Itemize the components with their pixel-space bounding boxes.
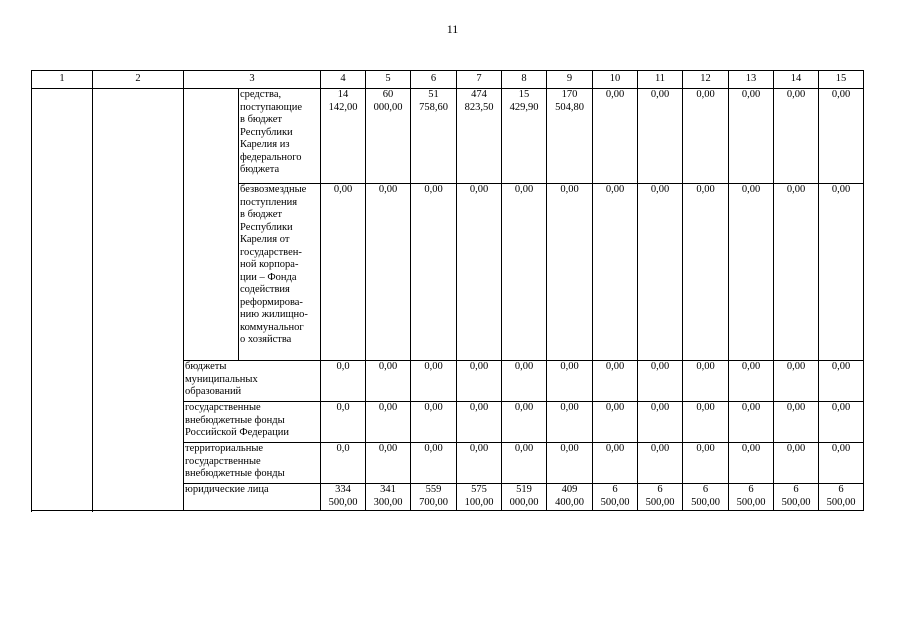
value-cell: 0,00: [469, 402, 489, 413]
header-cell: 6: [411, 71, 457, 89]
value-cell: 0,00: [378, 361, 398, 372]
value-cell: 0,00: [424, 184, 443, 195]
value-cell: 0,00: [696, 443, 715, 454]
header-cell: 7: [457, 71, 502, 89]
value-cell: 0,00: [333, 184, 353, 195]
value-cell: 6 500,00: [781, 484, 811, 508]
value-cell: 0,00: [514, 443, 534, 454]
page-number: 11: [446, 22, 459, 36]
value-cell: 0,00: [378, 402, 398, 413]
value-cell: 0,00: [650, 184, 670, 195]
value-cell: 0,00: [560, 361, 579, 372]
value-cell: 0,00: [650, 361, 670, 372]
value-cell: 0,00: [605, 361, 625, 372]
value-cell: 0,00: [741, 361, 761, 372]
value-cell: 341 300,00: [373, 484, 403, 508]
value-cell: 0,00: [696, 184, 715, 195]
value-cell: 0,00: [605, 89, 625, 100]
value-cell: 575 100,00: [464, 484, 494, 508]
header-cell: 10: [593, 71, 638, 89]
value-cell: 0,00: [650, 443, 670, 454]
value-cell: 0,00: [514, 184, 534, 195]
value-cell: 0,00: [741, 402, 761, 413]
value-cell: 0,0: [336, 443, 350, 454]
budget-table: [31, 70, 864, 511]
value-cell: 0,00: [469, 443, 489, 454]
header-cell: 12: [683, 71, 729, 89]
value-cell: 14 142,00: [328, 89, 358, 113]
value-cell: 6 500,00: [736, 484, 766, 508]
value-cell: 0,00: [831, 184, 851, 195]
value-cell: 0,0: [336, 402, 350, 413]
value-cell: 60 000,00: [373, 89, 403, 113]
value-cell: 474 823,50: [464, 89, 494, 113]
header-cell: 5: [366, 71, 411, 89]
value-cell: 0,00: [605, 443, 625, 454]
value-cell: 6 500,00: [600, 484, 630, 508]
value-cell: 519 000,00: [509, 484, 539, 508]
value-cell: 0,00: [786, 443, 806, 454]
header-row: [32, 71, 864, 89]
value-cell: 0,00: [560, 443, 579, 454]
value-cell: 0,00: [786, 361, 806, 372]
value-cell: 0,00: [786, 184, 806, 195]
header-cell: 4: [321, 71, 366, 89]
header-cell: 2: [93, 71, 184, 89]
row-label: государственные внебюджетные фонды Российской Федерации: [185, 402, 289, 438]
value-cell: 0,00: [786, 89, 806, 100]
value-cell: 0,00: [469, 184, 489, 195]
value-cell: 0,00: [605, 402, 625, 413]
value-cell: 0,00: [424, 361, 443, 372]
value-cell: 0,00: [831, 361, 851, 372]
value-cell: 15 429,90: [509, 89, 539, 113]
value-cell: 0,00: [424, 402, 443, 413]
row-label: средства, поступающие в бюджет Республики Карелия из федерального бюджета: [240, 89, 302, 175]
value-cell: 0,00: [514, 402, 534, 413]
value-cell: 0,00: [560, 184, 579, 195]
col2-cell: [93, 89, 184, 511]
value-cell: 0,00: [741, 89, 761, 100]
header-cell: 14: [774, 71, 819, 89]
row-label: бюджеты муниципальных образований: [185, 361, 258, 397]
value-cell: 0,00: [378, 184, 398, 195]
col3-indent-cell: [184, 89, 239, 361]
value-cell: 0,00: [831, 89, 851, 100]
value-cell: 409 400,00: [555, 484, 584, 508]
value-cell: 6 500,00: [691, 484, 720, 508]
value-cell: 0,00: [831, 402, 851, 413]
header-cell: 3: [184, 71, 321, 89]
value-cell: 0,00: [741, 443, 761, 454]
value-cell: 170 504,80: [555, 89, 584, 113]
value-cell: 0,00: [696, 361, 715, 372]
value-cell: 0,0: [336, 361, 350, 372]
value-cell: 0,00: [605, 184, 625, 195]
value-cell: 0,00: [650, 89, 670, 100]
value-cell: 0,00: [378, 443, 398, 454]
value-cell: 0,00: [514, 361, 534, 372]
value-cell: 6 500,00: [645, 484, 675, 508]
header-cell: 13: [729, 71, 774, 89]
value-cell: 51 758,60: [419, 89, 448, 113]
value-cell: 559 700,00: [419, 484, 448, 508]
value-cell: 0,00: [424, 443, 443, 454]
value-cell: 0,00: [650, 402, 670, 413]
value-cell: 0,00: [786, 402, 806, 413]
value-cell: 0,00: [560, 402, 579, 413]
col1-cell: [32, 89, 93, 511]
header-cell: 9: [547, 71, 593, 89]
value-cell: 0,00: [831, 443, 851, 454]
value-cell: 0,00: [741, 184, 761, 195]
row-label: юридические лица: [185, 484, 269, 495]
table-row: [32, 89, 864, 184]
row-label: территориальные государственные внебюджетные фонды: [185, 443, 285, 479]
header-cell: 11: [638, 71, 683, 89]
value-cell: 0,00: [696, 89, 715, 100]
value-cell: 6 500,00: [826, 484, 856, 508]
header-cell: 1: [32, 71, 93, 89]
row-label: безвозмездные поступления в бюджет Республики Карелия от государствен- ной корпора- ции – Фонда содействия реформирова- нию жилищно- коммунальног о хозяйства: [240, 184, 308, 345]
header-cell: 15: [819, 71, 864, 89]
value-cell: 0,00: [696, 402, 715, 413]
value-cell: 334 500,00: [328, 484, 358, 508]
value-cell: 0,00: [469, 361, 489, 372]
header-cell: 8: [502, 71, 547, 89]
